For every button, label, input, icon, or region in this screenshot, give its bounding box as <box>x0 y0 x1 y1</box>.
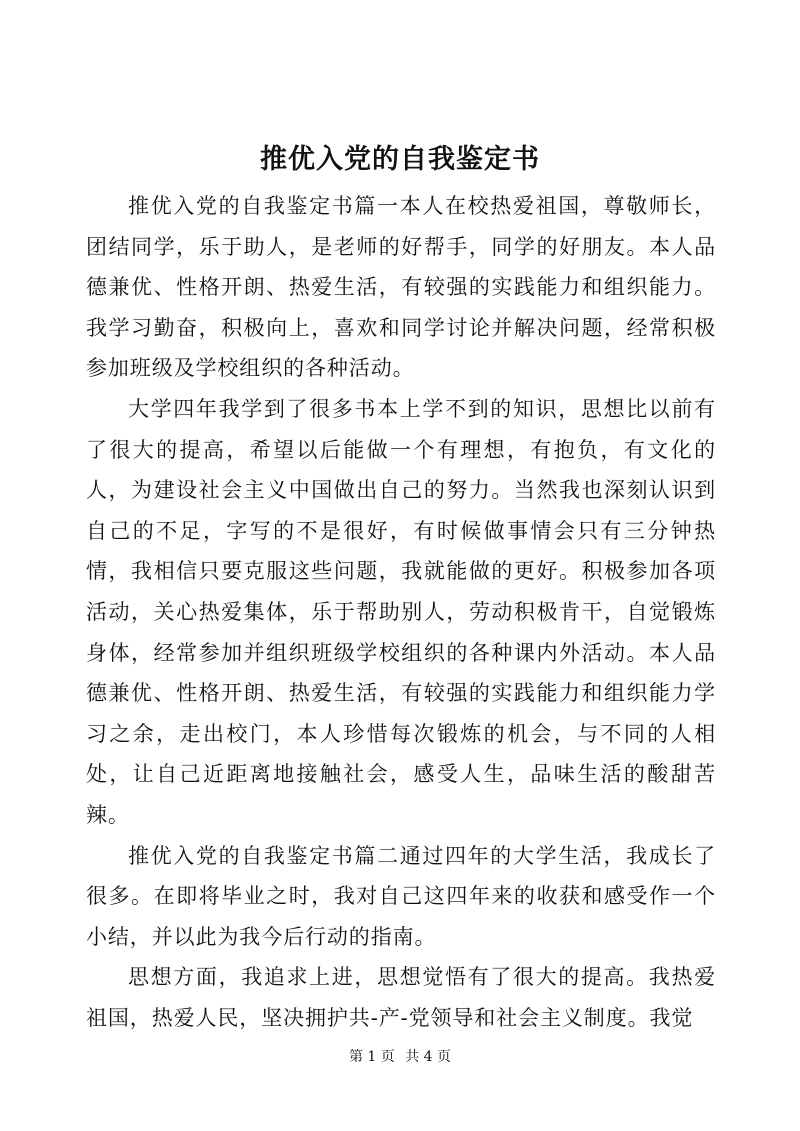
paragraph: 大学四年我学到了很多书本上学不到的知识，思想比以前有了很大的提高，希望以后能做一个有理想，有抱负，有文化的人，为建设社会主义中国做出自己的努力。当然我也深刻认识到自己的不足，字写的不是很好，有时候做事情会只有三分钟热情，我相信只要克服这些问题，我就能做的更好。积极参加各项活动，关心热爱集体，乐于帮助别人，劳动积极肯干，自觉锻炼身体，经常参加并组织班级学校组织的各种课内外活动。本人品德兼优、性格开朗、热爱生活，有较强的实践能力和组织能力学习之余，走出校门，本人珍惜每次锻炼的机会，与不同的人相处，让自己近距离地接触社会，感受人生，品味生活的酸甜苦辣。 <box>86 396 716 827</box>
page-total: 共 4 页 <box>405 1049 452 1065</box>
page-number: 第 1 页 <box>348 1049 395 1065</box>
paragraph: 推优入党的自我鉴定书篇一本人在校热爱祖国，尊敬师长，团结同学，乐于助人，是老师的好帮手，同学的好朋友。本人品德兼优、性格开朗、热爱生活，有较强的实践能力和组织能力。我学习勤奋，积极向上，喜欢和同学讨论并解决问题，经常积极参加班级及学校组织的各种活动。 <box>86 194 716 381</box>
paragraph: 推优入党的自我鉴定书篇二通过四年的大学生活，我成长了很多。在即将毕业之时，我对自己这四年来的收获和感受作一个小结，并以此为我今后行动的指南。 <box>86 843 716 949</box>
document-title: 推优入党的自我鉴定书 <box>260 144 540 175</box>
document-body <box>86 186 716 1038</box>
page-footer <box>0 1047 800 1067</box>
paragraph: 思想方面，我追求上进，思想觉悟有了很大的提高。我热爱祖国，热爱人民，坚决拥护共-产-党领导和社会主义制度。我觉 <box>86 965 716 1030</box>
